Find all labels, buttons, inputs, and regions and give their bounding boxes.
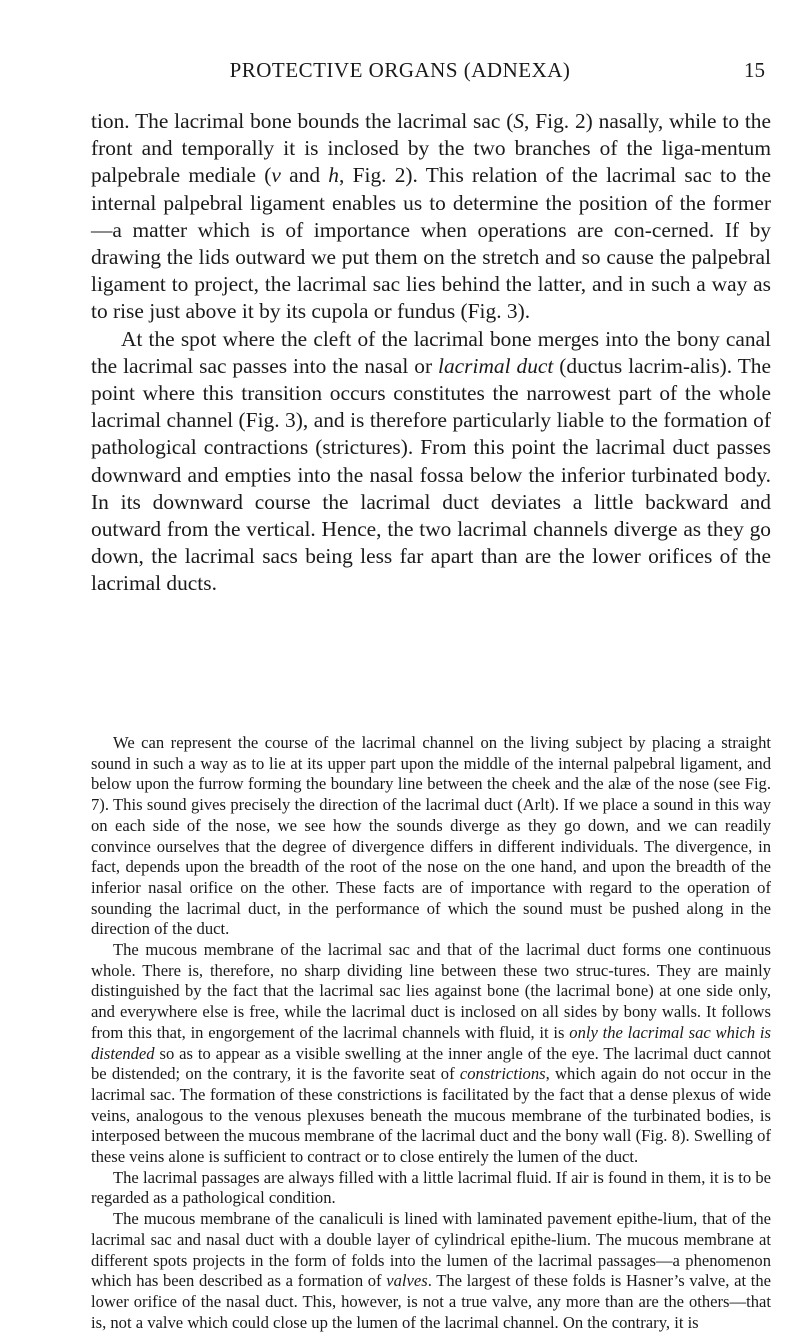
page-number: 15 bbox=[744, 58, 765, 82]
small-print-paragraph: The mucous membrane of the lacrimal sac and that of the lacrimal duct forms one continuous whole. There is, therefore, no sharp dividing line between these two struc-tures. They are mainly distinguished by the fact that the lacrimal sac lies against bone (the lacrimal bone) at one side only, and everywhere else is free, while the lacrimal duct is inclosed on all sides by bony walls. It follows from this that, in engorgement of the lacrimal channels with fluid, it is only the lacrimal sac which is distended so as to appear as a visible swelling at the inner angle of the eye. The lacrimal duct cannot be distended; on the contrary, it is the favorite seat of constrictions, which again do not occur in the lacrimal sac. The formation of these constrictions is facilitated by the fact that a dense plexus of wide veins, analogous to the venous plexuses beneath the mucous membrane of the turbinated bodies, is interposed between the mucous membrane of the lacrimal duct and the bony wall (Fig. 8). Swelling of these veins alone is sufficient to contract or to close entirely the lumen of the duct. bbox=[91, 940, 771, 1167]
running-head bbox=[100, 58, 765, 88]
italic-term: S bbox=[513, 109, 525, 133]
small-print-text bbox=[91, 733, 771, 1333]
italic-term: only the lacrimal sac which is distended bbox=[91, 1022, 771, 1063]
body-paragraph: At the spot where the cleft of the lacrimal bone merges into the bony canal the lacrimal sac passes into the nasal or lacrimal duct (ductus lacrim-alis). The point where this transition occurs constitutes the narrowest part of the whole lacrimal channel (Fig. 3), and is therefore particularly liable to the formation of pathological contractions (strictures). From this point the lacrimal duct passes downward and empties into the nasal fossa below the inferior turbinated body. In its downward course the lacrimal duct deviates a little backward and outward from the vertical. Hence, the two lacrimal channels diverge as they go down, the lacrimal sacs being less far apart than are the lower orifices of the lacrimal ducts. bbox=[91, 326, 771, 596]
small-print-paragraph: The mucous membrane of the canaliculi is lined with laminated pavement epithe-lium, that of the lacrimal sac and nasal duct with a double layer of cylindrical epithe-lium. The mucous membrane at different spots projects in the form of folds into the lumen of the lacrimal passages—a phenomenon which has been described as a formation of valves. The largest of these folds is Hasner’s valve, at the lower orifice of the nasal duct. This, however, is not a true valve, any more than are the others—that is, not a valve which could close up the lumen of the lacrimal channel. On the contrary, it is bbox=[91, 1209, 771, 1332]
italic-term: lacrimal duct bbox=[438, 353, 554, 378]
italic-term: valves bbox=[386, 1271, 428, 1291]
body-paragraph: tion. The lacrimal bone bounds the lacrimal sac (S, Fig. 2) nasally, while to the front and temporally it is inclosed by the two branches of the liga-mentum palpebrale mediale (v and h, Fig. 2). This relation of the lacrimal sac to the internal palpebral ligament enables us to determine the position of the former—a matter which is of importance when operations are con-cerned. If by drawing the lids outward we put them on the stretch and so cause the palpebral ligament to project, the lacrimal sac lies behind the latter, and in such a way as to rise just above it by its cupola or fundus (Fig. 3). bbox=[91, 109, 771, 324]
italic-term: constrictions bbox=[459, 1064, 546, 1084]
italic-term: v bbox=[271, 163, 281, 188]
small-print-paragraph: We can represent the course of the lacrimal channel on the living subject by placing a straight sound in such a way as to lie at its upper part upon the middle of the internal palpebral ligament, and below upon the furrow forming the boundary line between the cheek and the alæ of the nose (see Fig. 7). This sound gives precisely the direction of the lacrimal duct (Arlt). If we place a sound in this way on each side of the nose, we see how the sounds diverge as they go down, and we can readily convince ourselves that the degree of divergence differs in different individuals. The divergence, in fact, depends upon the breadth of the root of the nose on the one hand, and upon the breadth of the inferior nasal orifice on the other. These facts are of importance with regard to the operation of sounding the lacrimal duct, in the performance of which the sound must be pushed along in the direction of the duct. bbox=[91, 733, 771, 939]
chapter-title: PROTECTIVE ORGANS (ADNEXA) bbox=[229, 58, 571, 82]
italic-term: h bbox=[328, 163, 339, 188]
small-print-paragraph: The lacrimal passages are always filled with a little lacrimal fluid. If air is found in them, it is to be regarded as a pathological condition. bbox=[91, 1167, 771, 1208]
main-body-text bbox=[91, 108, 771, 598]
